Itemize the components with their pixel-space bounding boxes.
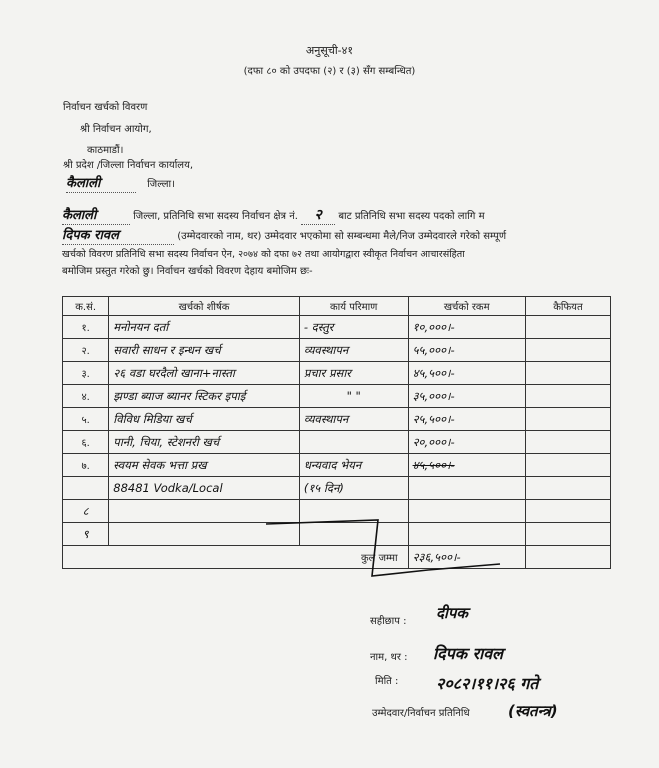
column-header: कार्य परिमाण bbox=[299, 297, 408, 316]
district-handwritten: कैलाली bbox=[66, 176, 136, 193]
row-serial: ९ bbox=[63, 523, 109, 546]
row-amount: १०,०००।- bbox=[408, 316, 525, 339]
candidate-handwritten: दिपक रावल bbox=[62, 228, 174, 245]
body-line-1 bbox=[62, 207, 485, 225]
row-amount: ४५,५००।- bbox=[408, 362, 525, 385]
row-head: पानी, चिया, स्टेशनरी खर्च bbox=[109, 431, 300, 454]
body-line-3: खर्चको विवरण प्रतिनिधि सभा सदस्य निर्वाचन ऐन, २०७४ को दफा ७२ तथा आयोगद्वारा स्वीकृत निर्वाचन आचारसंहिता bbox=[62, 249, 465, 260]
table-row bbox=[63, 454, 611, 477]
district-line bbox=[66, 176, 175, 193]
row-amount bbox=[408, 477, 525, 500]
row-remarks bbox=[525, 339, 610, 362]
district-suffix: जिल्ला। bbox=[147, 179, 175, 190]
column-header: कैफियत bbox=[525, 297, 610, 316]
row-head: मनोनयन दर्ता bbox=[109, 316, 300, 339]
office-line: श्री प्रदेश /जिल्ला निर्वाचन कार्यालय, bbox=[63, 160, 194, 171]
row-activity: - दस्तुर bbox=[299, 316, 408, 339]
row-serial bbox=[63, 477, 109, 500]
constituency-handwritten: २ bbox=[301, 207, 335, 225]
row-head: विविध मिडिया खर्च bbox=[109, 408, 300, 431]
row-remarks bbox=[525, 454, 610, 477]
row-head: २६ वडा घरदैलो खाना+नास्ता bbox=[109, 362, 300, 385]
subject-line: निर्वाचन खर्चको विवरण bbox=[63, 102, 148, 113]
body-line-2-text: (उम्मेदवारको नाम, थर) उम्मेदवार भएकोमा सो सम्बन्धमा मैले/निज उम्मेदवारले गरेको सम्पूर्ण bbox=[177, 231, 507, 242]
row-remarks bbox=[525, 385, 610, 408]
body-line-1-text: जिल्ला, प्रतिनिधि सभा सदस्य निर्वाचन क्षेत्र नं. bbox=[133, 211, 298, 222]
city-line: काठमाडौं। bbox=[87, 145, 124, 156]
row-amount: २५,५००।- bbox=[408, 408, 525, 431]
column-header: खर्चको रकम bbox=[408, 297, 525, 316]
row-activity: व्यवस्थापन bbox=[299, 339, 408, 362]
row-serial: ४. bbox=[63, 385, 109, 408]
table-row bbox=[63, 477, 611, 500]
table-row bbox=[63, 316, 611, 339]
table-row bbox=[63, 362, 611, 385]
row-head: सवारी साधन र इन्धन खर्च bbox=[109, 339, 300, 362]
body-line-1-tail: बाट प्रतिनिधि सभा सदस्य पदको लागि म bbox=[338, 211, 485, 222]
date-handwritten: २०८२।११।२६ गते bbox=[436, 674, 539, 693]
row-activity: व्यवस्थापन bbox=[299, 408, 408, 431]
schedule-title: अनुसूची-४१ bbox=[305, 44, 354, 57]
column-header: खर्चको शीर्षक bbox=[109, 297, 300, 316]
table-row bbox=[63, 431, 611, 454]
column-header: क.सं. bbox=[63, 297, 109, 316]
date-label: मिति : bbox=[375, 676, 399, 687]
row-amount: ३५,०००।- bbox=[408, 385, 525, 408]
row-remarks bbox=[525, 316, 610, 339]
row-activity: प्रचार प्रसार bbox=[299, 362, 408, 385]
body-line-2 bbox=[62, 228, 506, 245]
row-serial: २. bbox=[63, 339, 109, 362]
table-row bbox=[63, 408, 611, 431]
name-handwritten: दिपक रावल bbox=[433, 644, 504, 663]
row-remarks bbox=[525, 362, 610, 385]
row-head: स्वयम सेवक भत्ता प्रख bbox=[109, 454, 300, 477]
row-activity: धन्यवाद भेयन bbox=[299, 454, 408, 477]
schedule-reference: (दफा ८० को उपदफा (२) र (३) सँग सम्बन्धित) bbox=[243, 66, 416, 77]
row-serial: ६. bbox=[63, 431, 109, 454]
role-handwritten: (स्वतन्त्र) bbox=[508, 702, 558, 720]
sign-label: सहीछाप : bbox=[370, 616, 407, 627]
row-head: झण्डा ब्याज ब्यानर स्टिकर इपाई bbox=[109, 385, 300, 408]
total-label: कुल जम्मा bbox=[63, 546, 409, 569]
table-row bbox=[63, 385, 611, 408]
name-label: नाम, थर : bbox=[370, 652, 408, 663]
row-serial: ५. bbox=[63, 408, 109, 431]
row-amount: ४५,५००।- bbox=[408, 454, 525, 477]
row-activity: " " bbox=[299, 385, 408, 408]
addressee-line: श्री निर्वाचन आयोग, bbox=[80, 124, 152, 135]
role-label: उम्मेदवार/निर्वाचन प्रतिनिधि bbox=[372, 708, 470, 719]
row-amount: ५५,०००।- bbox=[408, 339, 525, 362]
row-serial: ३. bbox=[63, 362, 109, 385]
cancellation-stroke bbox=[260, 506, 540, 586]
row-remarks bbox=[525, 408, 610, 431]
table-row bbox=[63, 339, 611, 362]
row-activity: (१५ दिन) bbox=[299, 477, 408, 500]
row-activity bbox=[299, 431, 408, 454]
total-amount: २३६,५००।- bbox=[408, 546, 525, 569]
row-remarks bbox=[525, 477, 610, 500]
row-amount: २०,०००।- bbox=[408, 431, 525, 454]
row-serial: ७. bbox=[63, 454, 109, 477]
row-serial: १. bbox=[63, 316, 109, 339]
body-line-4: बमोजिम प्रस्तुत गरेको छु। निर्वाचन खर्चको विवरण देहाय बमोजिम छः- bbox=[62, 266, 313, 277]
row-remarks bbox=[525, 431, 610, 454]
row-head: 88481 Vodka/Local bbox=[109, 477, 300, 500]
signature-handwritten: दीपक bbox=[436, 604, 468, 622]
body-district-handwritten: कैलाली bbox=[62, 208, 130, 225]
table-header-row bbox=[63, 297, 611, 316]
row-serial: ८ bbox=[63, 500, 109, 523]
